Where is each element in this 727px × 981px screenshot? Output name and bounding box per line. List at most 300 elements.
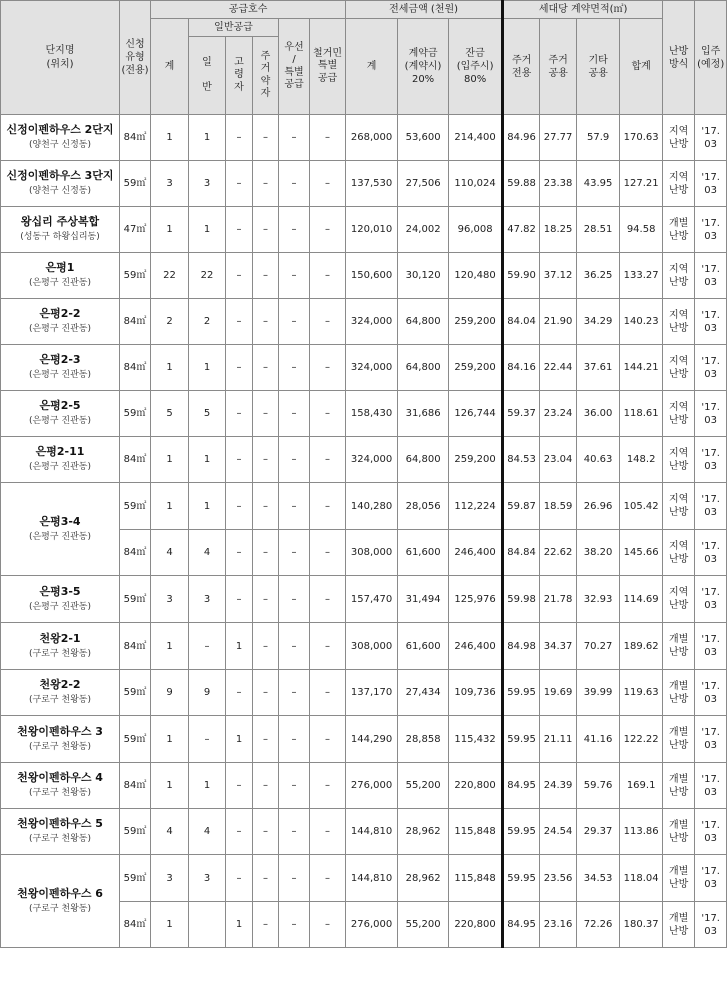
- movein-cell-value: '17. 03: [701, 494, 720, 518]
- balance-cell: [449, 207, 503, 253]
- evictee-cell: [310, 902, 346, 948]
- type-cell: [120, 299, 151, 345]
- header-general-vulnerable-text: 주 거 약 자: [260, 50, 271, 99]
- general-cell-value: 2: [203, 316, 211, 327]
- supply-total-cell: [151, 115, 189, 161]
- type-cell: [120, 670, 151, 716]
- general-cell: [189, 716, 226, 763]
- evictee-cell: [310, 253, 346, 299]
- type-cell: [120, 530, 151, 576]
- deposit-cell-value: 64,800: [405, 362, 441, 373]
- complex-cell: [1, 161, 120, 207]
- complex-location: (구로구 천왕동): [28, 788, 92, 799]
- type-cell: [120, 763, 151, 809]
- vulnerable-cell-value: –: [263, 780, 268, 791]
- complex-location: (은평구 진관동): [28, 416, 92, 427]
- evictee-cell-value: –: [325, 408, 331, 419]
- complex-location: (은평구 진관동): [28, 324, 92, 335]
- vulnerable-cell-value: –: [263, 454, 268, 465]
- area-other-cell-value: 37.61: [583, 362, 613, 373]
- deposit-cell-value: 28,056: [405, 500, 441, 512]
- elderly-cell: [226, 437, 253, 483]
- table-row: [1, 670, 727, 716]
- evictee-cell: [310, 855, 346, 902]
- general-cell: [189, 623, 226, 670]
- heating-cell-value: 개별 난방: [668, 217, 689, 242]
- elderly-cell-value: –: [236, 270, 242, 281]
- area-exclusive-cell: [503, 115, 540, 161]
- area-exclusive-cell: [503, 437, 540, 483]
- header-type-text: 신청 유형 (전용): [121, 39, 149, 76]
- vulnerable-cell: [253, 670, 279, 716]
- vulnerable-cell: [253, 809, 279, 855]
- area-other-cell-value: 29.37: [583, 826, 613, 837]
- complex-location: (양천구 신정동): [28, 140, 92, 151]
- complex-name: 은평2-5: [39, 399, 81, 412]
- general-cell-value: 5: [203, 408, 211, 419]
- heating-cell: [663, 530, 695, 576]
- area-common-cell: [540, 253, 577, 299]
- priority-cell: [279, 161, 310, 207]
- movein-cell-value: '17. 03: [701, 680, 720, 705]
- header-area-exclusive: [503, 19, 540, 115]
- area-exclusive-cell: [503, 530, 540, 576]
- area-common-cell-value: 37.12: [543, 270, 573, 281]
- area-exclusive-cell: [503, 623, 540, 670]
- type-cell: [120, 161, 151, 207]
- vulnerable-cell-value: –: [263, 408, 268, 419]
- area-total-cell: [620, 115, 663, 161]
- balance-cell-value: 109,736: [454, 687, 496, 698]
- type-cell-value: 59㎡: [123, 408, 147, 419]
- vulnerable-cell: [253, 161, 279, 207]
- vulnerable-cell-value: –: [263, 547, 268, 558]
- header-area: 세대당 계약면적(㎡): [503, 1, 663, 19]
- deposit-cell-value: 64,800: [405, 316, 441, 327]
- heating-cell: [663, 207, 695, 253]
- evictee-cell: [310, 623, 346, 670]
- elderly-cell: [226, 576, 253, 623]
- movein-cell-value: '17. 03: [701, 866, 720, 890]
- priority-cell: [279, 530, 310, 576]
- movein-cell-value: '17. 03: [701, 540, 720, 565]
- balance-cell-value: 125,976: [454, 593, 496, 605]
- area-common-cell-value: 21.78: [543, 593, 573, 605]
- area-other-cell-value: 72.26: [583, 919, 613, 930]
- heating-cell-value: 개별 난방: [668, 866, 689, 890]
- area-total-cell: [620, 207, 663, 253]
- heating-cell: [663, 670, 695, 716]
- supply-total-cell-value: 3: [166, 593, 173, 605]
- vulnerable-cell: [253, 855, 279, 902]
- elderly-cell: [226, 670, 253, 716]
- supply-total-cell-value: 1: [166, 500, 173, 512]
- general-cell-value: 3: [203, 593, 211, 605]
- elderly-cell: [226, 809, 253, 855]
- evictee-cell-value: –: [325, 224, 331, 235]
- area-other-cell-value: 28.51: [583, 224, 613, 235]
- elderly-cell: [226, 207, 253, 253]
- deposit-cell-value: 31,686: [405, 408, 441, 419]
- elderly-cell-value: –: [236, 826, 242, 837]
- area-total-cell-value: 180.37: [623, 919, 659, 930]
- heating-cell-value: 지역 난방: [668, 125, 689, 150]
- balance-cell: [449, 483, 503, 530]
- priority-cell: [279, 345, 310, 391]
- lease-total-cell: [346, 530, 398, 576]
- balance-cell-value: 246,400: [454, 640, 496, 652]
- supply-total-cell-value: 1: [166, 640, 173, 652]
- area-exclusive-cell: [503, 161, 540, 207]
- priority-cell-value: –: [291, 780, 297, 791]
- priority-cell-value: –: [291, 454, 297, 465]
- header-heating-text: 난방 방식: [668, 45, 689, 70]
- type-cell-value: 59㎡: [123, 500, 147, 512]
- general-cell: [189, 483, 226, 530]
- area-other-cell: [577, 437, 620, 483]
- area-other-cell-value: 38.20: [583, 547, 613, 558]
- movein-cell: [695, 345, 727, 391]
- evictee-cell-value: –: [325, 733, 331, 745]
- header-priority: [279, 19, 310, 115]
- elderly-cell-value: –: [236, 132, 242, 143]
- balance-cell-value: 115,848: [454, 826, 496, 837]
- lease-total-cell-value: 140,280: [350, 500, 393, 512]
- table-body: [1, 115, 727, 948]
- heating-cell-value: 지역 난방: [668, 447, 689, 472]
- area-other-cell: [577, 483, 620, 530]
- balance-cell: [449, 253, 503, 299]
- general-cell: [189, 809, 226, 855]
- complex-location: (구로구 천왕동): [28, 695, 92, 706]
- heating-cell: [663, 902, 695, 948]
- type-cell-value: 47㎡: [123, 224, 147, 235]
- supply-total-cell: [151, 670, 189, 716]
- general-cell: [189, 576, 226, 623]
- deposit-cell: [398, 855, 449, 902]
- area-common-cell-value: 22.44: [543, 362, 573, 373]
- lease-total-cell: [346, 253, 398, 299]
- area-exclusive-cell: [503, 391, 540, 437]
- complex-location: (성동구 하왕십리동): [20, 232, 100, 243]
- area-other-cell-value: 70.27: [583, 640, 613, 652]
- priority-cell: [279, 763, 310, 809]
- area-other-cell: [577, 809, 620, 855]
- type-cell: [120, 576, 151, 623]
- deposit-cell: [398, 902, 449, 948]
- complex-location: (은평구 진관동): [28, 278, 92, 289]
- movein-cell: [695, 299, 727, 345]
- area-exclusive-cell-value: 59.95: [507, 872, 536, 884]
- movein-cell: [695, 763, 727, 809]
- general-cell: [189, 345, 226, 391]
- evictee-cell: [310, 207, 346, 253]
- area-exclusive-cell: [503, 576, 540, 623]
- deposit-cell: [398, 253, 449, 299]
- heating-cell-value: 지역 난방: [668, 263, 689, 288]
- priority-cell: [279, 207, 310, 253]
- balance-cell-value: 220,800: [454, 919, 496, 930]
- elderly-cell: [226, 855, 253, 902]
- movein-cell: [695, 855, 727, 902]
- area-total-cell: [620, 530, 663, 576]
- area-common-cell: [540, 576, 577, 623]
- priority-cell: [279, 115, 310, 161]
- area-exclusive-cell-value: 47.82: [507, 224, 536, 235]
- area-common-cell: [540, 437, 577, 483]
- deposit-cell-value: 30,120: [405, 270, 441, 281]
- heating-cell-value: 개별 난방: [668, 819, 689, 844]
- area-other-cell: [577, 391, 620, 437]
- area-other-cell-value: 40.63: [583, 454, 613, 465]
- evictee-cell-value: –: [325, 270, 331, 281]
- lease-total-cell: [346, 483, 398, 530]
- complex-name: 은평2-2: [39, 307, 81, 320]
- complex-cell: [1, 716, 120, 763]
- complex-location: (구로구 천왕동): [28, 903, 92, 914]
- movein-cell: [695, 391, 727, 437]
- heating-cell: [663, 483, 695, 530]
- area-exclusive-cell: [503, 763, 540, 809]
- movein-cell: [695, 623, 727, 670]
- table-row: [1, 391, 727, 437]
- general-cell-value: 4: [203, 826, 211, 837]
- priority-cell: [279, 716, 310, 763]
- heating-cell-value: 개별 난방: [668, 912, 689, 937]
- evictee-cell-value: –: [325, 780, 331, 791]
- supply-total-cell: [151, 716, 189, 763]
- elderly-cell-value: –: [236, 454, 242, 465]
- area-other-cell: [577, 207, 620, 253]
- priority-cell-value: –: [291, 500, 297, 512]
- movein-cell: [695, 115, 727, 161]
- priority-cell: [279, 299, 310, 345]
- vulnerable-cell-value: –: [263, 362, 268, 373]
- area-total-cell: [620, 576, 663, 623]
- area-exclusive-cell-value: 59.37: [507, 408, 536, 419]
- heating-cell-value: 개별 난방: [668, 680, 689, 705]
- priority-cell-value: –: [291, 316, 297, 327]
- lease-total-cell-value: 324,000: [350, 454, 393, 465]
- heating-cell: [663, 345, 695, 391]
- type-cell: [120, 809, 151, 855]
- area-common-cell: [540, 207, 577, 253]
- general-cell-value: –: [204, 640, 210, 652]
- header-general-ilban: [189, 37, 226, 115]
- lease-total-cell-value: 268,000: [350, 132, 393, 143]
- lease-total-cell-value: 137,530: [350, 178, 393, 189]
- lease-total-cell-value: 150,600: [350, 270, 393, 281]
- heating-cell-value: 지역 난방: [668, 355, 689, 380]
- type-cell-value: 59㎡: [123, 826, 147, 837]
- movein-cell-value: '17. 03: [701, 171, 720, 196]
- type-cell: [120, 253, 151, 299]
- deposit-cell-value: 61,600: [405, 640, 441, 652]
- area-common-cell: [540, 623, 577, 670]
- vulnerable-cell: [253, 902, 279, 948]
- general-cell: [189, 902, 226, 948]
- elderly-cell-value: –: [236, 408, 242, 419]
- movein-cell: [695, 207, 727, 253]
- complex-name: 천왕2-2: [39, 678, 81, 691]
- area-exclusive-cell-value: 84.84: [507, 547, 536, 558]
- header-general-elderly-text: 고 령 자: [234, 56, 244, 93]
- evictee-cell: [310, 161, 346, 207]
- complex-location: (구로구 천왕동): [28, 741, 92, 752]
- general-cell-value: 1: [203, 780, 211, 791]
- deposit-cell-value: 24,002: [405, 224, 441, 235]
- heating-cell: [663, 115, 695, 161]
- priority-cell-value: –: [291, 687, 297, 698]
- evictee-cell: [310, 391, 346, 437]
- evictee-cell-value: –: [325, 454, 331, 465]
- evictee-cell-value: –: [325, 872, 331, 884]
- movein-cell: [695, 253, 727, 299]
- area-total-cell-value: 169.1: [626, 780, 656, 791]
- balance-cell: [449, 576, 503, 623]
- header-general-elderly: [226, 37, 253, 115]
- lease-total-cell: [346, 716, 398, 763]
- priority-cell-value: –: [291, 872, 297, 884]
- elderly-cell-value: –: [236, 362, 242, 373]
- balance-cell-value: 259,200: [454, 454, 496, 465]
- type-cell-value: 84㎡: [123, 362, 147, 373]
- lease-total-cell-value: 144,290: [350, 733, 393, 745]
- supply-total-cell-value: 1: [166, 780, 173, 791]
- deposit-cell: [398, 115, 449, 161]
- vulnerable-cell-value: –: [263, 733, 268, 745]
- heating-cell: [663, 437, 695, 483]
- priority-cell-value: –: [291, 408, 297, 419]
- complex-name: 천왕이펜하우스 3: [17, 724, 103, 738]
- supply-total-cell: [151, 902, 189, 948]
- header-priority-text: 우선 / 특별 공급: [284, 41, 304, 90]
- balance-cell-value: 259,200: [454, 316, 496, 327]
- balance-cell: [449, 623, 503, 670]
- area-other-cell-value: 41.16: [583, 733, 613, 745]
- area-total-cell-value: 119.63: [623, 687, 659, 698]
- heating-cell-value: 지역 난방: [668, 540, 689, 565]
- area-total-cell-value: 127.21: [623, 178, 659, 189]
- complex-name: 은평3-5: [39, 584, 81, 598]
- area-total-cell-value: 170.63: [623, 132, 659, 143]
- heating-cell-value: 지역 난방: [668, 494, 689, 518]
- type-cell-value: 59㎡: [123, 178, 147, 189]
- lease-total-cell-value: 308,000: [350, 547, 393, 558]
- lease-total-cell-value: 144,810: [350, 826, 393, 837]
- area-exclusive-cell: [503, 253, 540, 299]
- header-lease: 전세금액 (천원): [346, 1, 503, 19]
- evictee-cell-value: –: [325, 132, 331, 143]
- elderly-cell-value: –: [236, 780, 242, 791]
- complex-cell: [1, 855, 120, 948]
- balance-cell-value: 112,224: [454, 500, 496, 512]
- complex-cell: [1, 437, 120, 483]
- area-total-cell: [620, 670, 663, 716]
- elderly-cell: [226, 902, 253, 948]
- area-exclusive-cell-value: 84.16: [507, 362, 536, 373]
- deposit-cell-value: 28,962: [405, 826, 441, 837]
- vulnerable-cell: [253, 530, 279, 576]
- elderly-cell: [226, 623, 253, 670]
- general-cell-value: 22: [200, 270, 214, 281]
- deposit-cell-value: 27,506: [405, 178, 441, 189]
- type-cell-value: 84㎡: [123, 547, 147, 558]
- lease-total-cell: [346, 670, 398, 716]
- general-cell-value: –: [204, 733, 210, 745]
- evictee-cell-value: –: [325, 500, 331, 512]
- priority-cell: [279, 483, 310, 530]
- area-other-cell: [577, 115, 620, 161]
- area-total-cell-value: 148.2: [626, 454, 656, 465]
- elderly-cell-value: –: [236, 687, 242, 698]
- area-other-cell: [577, 902, 620, 948]
- vulnerable-cell-value: –: [263, 593, 268, 605]
- area-other-cell: [577, 253, 620, 299]
- type-cell-value: 84㎡: [123, 919, 147, 930]
- deposit-cell: [398, 345, 449, 391]
- complex-cell: [1, 299, 120, 345]
- balance-cell: [449, 437, 503, 483]
- deposit-cell: [398, 670, 449, 716]
- area-total-cell-value: 118.61: [623, 408, 659, 419]
- movein-cell-value: '17. 03: [701, 819, 720, 844]
- elderly-cell-value: –: [236, 178, 242, 189]
- area-total-cell-value: 144.21: [623, 362, 659, 373]
- priority-cell-value: –: [291, 640, 297, 652]
- evictee-cell: [310, 716, 346, 763]
- type-cell-value: 84㎡: [123, 316, 147, 327]
- elderly-cell: [226, 299, 253, 345]
- deposit-cell-value: 31,494: [405, 593, 441, 605]
- area-common-cell: [540, 115, 577, 161]
- lease-total-cell-value: 137,170: [350, 687, 393, 698]
- general-cell: [189, 299, 226, 345]
- movein-cell-value: '17. 03: [701, 309, 720, 334]
- priority-cell: [279, 437, 310, 483]
- supply-total-cell: [151, 763, 189, 809]
- table-row: [1, 576, 727, 623]
- area-exclusive-cell-value: 59.95: [507, 687, 536, 698]
- supply-total-cell: [151, 299, 189, 345]
- complex-cell: [1, 483, 120, 576]
- movein-cell-value: '17. 03: [701, 355, 720, 380]
- type-cell: [120, 623, 151, 670]
- heating-cell: [663, 855, 695, 902]
- balance-cell-value: 220,800: [454, 780, 496, 791]
- complex-cell: [1, 670, 120, 716]
- movein-cell: [695, 716, 727, 763]
- movein-cell: [695, 437, 727, 483]
- area-exclusive-cell: [503, 483, 540, 530]
- deposit-cell: [398, 763, 449, 809]
- movein-cell-value: '17. 03: [701, 217, 720, 242]
- movein-cell: [695, 161, 727, 207]
- lease-total-cell-value: 308,000: [350, 640, 393, 652]
- area-common-cell-value: 23.24: [543, 408, 573, 419]
- balance-cell: [449, 115, 503, 161]
- deposit-cell: [398, 391, 449, 437]
- general-cell-value: 4: [203, 547, 211, 558]
- complex-location: (양천구 신정동): [28, 186, 92, 197]
- area-total-cell-value: 145.66: [623, 547, 659, 558]
- evictee-cell-value: –: [325, 593, 331, 605]
- type-cell-value: 59㎡: [123, 733, 147, 745]
- complex-cell: [1, 576, 120, 623]
- elderly-cell: [226, 530, 253, 576]
- evictee-cell: [310, 530, 346, 576]
- complex-name: 천왕2-1: [39, 631, 81, 645]
